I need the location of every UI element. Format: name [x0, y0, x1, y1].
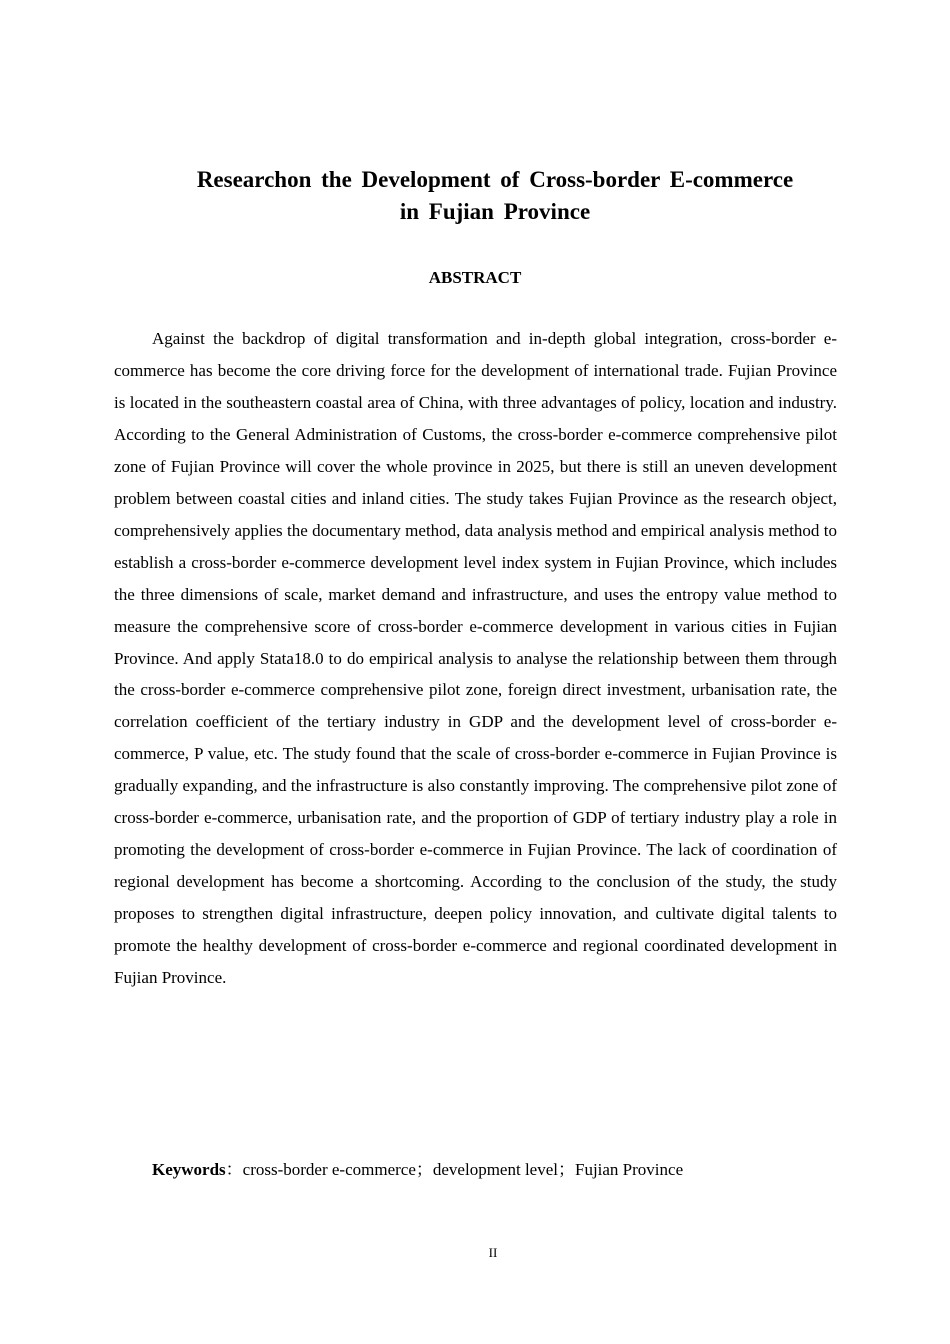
keyword-delimiter: ； [557, 1160, 575, 1179]
paper-title [150, 164, 840, 228]
keywords-separator: ： [225, 1160, 243, 1179]
keyword-item: cross-border e-commerce [242, 1160, 416, 1179]
keywords-line [152, 1157, 683, 1183]
keyword-item: development level [432, 1160, 558, 1179]
abstract-heading: ABSTRACT [428, 268, 522, 287]
keywords-label: Keywords [152, 1160, 226, 1179]
keyword-item: Fujian Province [574, 1160, 684, 1179]
keyword-delimiter: ； [415, 1160, 433, 1179]
paper-title-line-1: Researchon the Development of Cross-border E-commerce [196, 167, 794, 192]
page-number: II [488, 1245, 498, 1260]
abstract-paragraph: Against the backdrop of digital transformation and in-depth global integration, cross-border e-commerce has become the core driving force for the development of international trade. Fujian Province is located in the southeastern coastal area of China, with three advantages of policy, location and industry. According to the General Administration of Customs, the cross-border e-commerce comprehensive pilot zone of Fujian Province will cover the whole province in 2025, but there is still an uneven development problem between coastal cities and inland cities. The study takes Fujian Province as the research object, comprehensively applies the documentary method, data analysis method and empirical analysis method to establish a cross-border e-commerce development level index system in Fujian Province, which includes the three dimensions of scale, market demand and infrastructure, and uses the entropy value method to measure the comprehensive score of cross-border e-commerce development in various cities in Fujian Province. And apply Stata18.0 to do empirical analysis to analyse the relationship between them through the cross-border e-commerce comprehensive pilot zone, foreign direct investment, urbanisation rate, the correlation coefficient of the tertiary industry in GDP and the development level of cross-border e-commerce, P value, etc. The study found that the scale of cross-border e-commerce in Fujian Province is gradually expanding, and the infrastructure is also constantly improving. The comprehensive pilot zone of cross-border e-commerce, urbanisation rate, and the proportion of GDP of tertiary industry play a role in promoting the development of cross-border e-commerce in Fujian Province. The lack of coordination of regional development has become a shortcoming. According to the conclusion of the study, the study proposes to strengthen digital infrastructure, deepen policy innovation, and cultivate digital talents to promote the healthy development of cross-border e-commerce and regional coordinated development in Fujian Province. [114, 329, 837, 988]
paper-title-line-2: in Fujian Province [399, 199, 591, 224]
